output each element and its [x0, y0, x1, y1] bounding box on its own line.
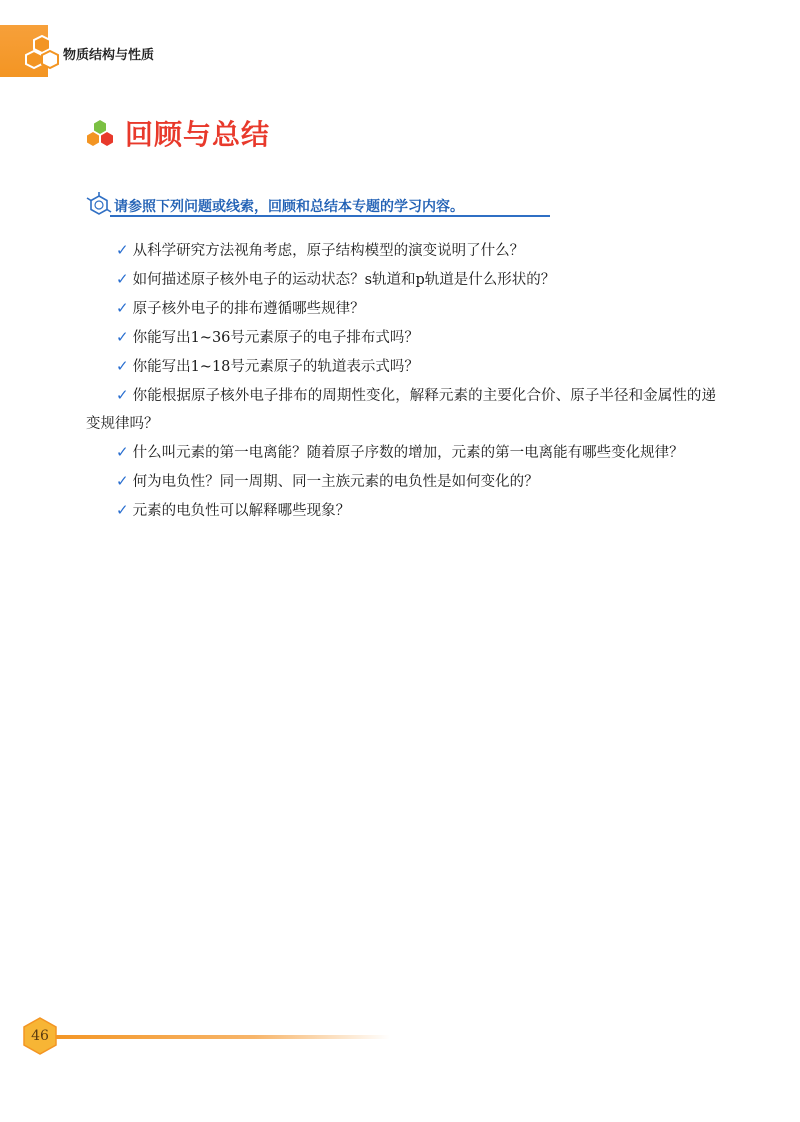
list-item	[86, 496, 716, 525]
list-item	[86, 467, 716, 496]
checkmark-icon: ✓	[116, 501, 129, 519]
list-item	[86, 438, 716, 467]
list-item	[86, 294, 716, 323]
section-title: 回顾与总结	[125, 118, 271, 151]
question-text: 如何描述原子核外电子的运动状态？s轨道和p轨道是什么形状的？	[132, 272, 556, 288]
checkmark-icon: ✓	[116, 241, 129, 259]
question-text: 什么叫元素的第一电离能？随着原子序数的增加，元素的第一电离能有哪些变化规律？	[132, 445, 684, 461]
section-heading	[85, 113, 270, 153]
question-text: 原子核外电子的排布遵循哪些规律？	[132, 301, 365, 317]
benzene-ring-icon	[86, 192, 112, 220]
checkmark-icon: ✓	[116, 299, 129, 317]
checkmark-icon: ✓	[116, 328, 129, 346]
list-item	[86, 323, 716, 352]
molecule-dots-icon	[85, 118, 115, 148]
checkmark-icon: ✓	[116, 472, 129, 490]
list-item	[86, 265, 716, 294]
prompt-row	[86, 192, 526, 220]
page-number: 46	[31, 1028, 49, 1044]
question-text: 从科学研究方法视角考虑，原子结构模型的演变说明了什么？	[132, 243, 525, 259]
question-text: 你能写出1~36号元素原子的电子排布式吗？	[132, 330, 419, 346]
question-text: 你能根据原子核外电子排布的周期性变化，解释元素的主要化合价、原子半径和金属性的递变规律吗？	[86, 388, 716, 432]
question-text: 何为电负性？同一周期、同一主族元素的电负性是如何变化的？	[132, 474, 539, 490]
list-item	[86, 381, 716, 438]
list-item	[86, 236, 716, 265]
prompt-underline	[110, 215, 550, 217]
prompt-text: 请参照下列问题或线索，回顾和总结本专题的学习内容。	[114, 199, 464, 215]
checkmark-icon: ✓	[116, 357, 129, 375]
list-item	[86, 352, 716, 381]
running-head: 物质结构与性质	[63, 48, 155, 63]
footer-rule	[50, 1035, 390, 1039]
checkmark-icon: ✓	[116, 386, 129, 404]
hexagon-logo-icon	[20, 34, 66, 76]
checkmark-icon: ✓	[116, 443, 129, 461]
question-text: 元素的电负性可以解释哪些现象？	[132, 503, 351, 519]
question-list	[86, 236, 716, 525]
checkmark-icon: ✓	[116, 270, 129, 288]
question-text: 你能写出1~18号元素原子的轨道表示式吗？	[132, 359, 419, 375]
